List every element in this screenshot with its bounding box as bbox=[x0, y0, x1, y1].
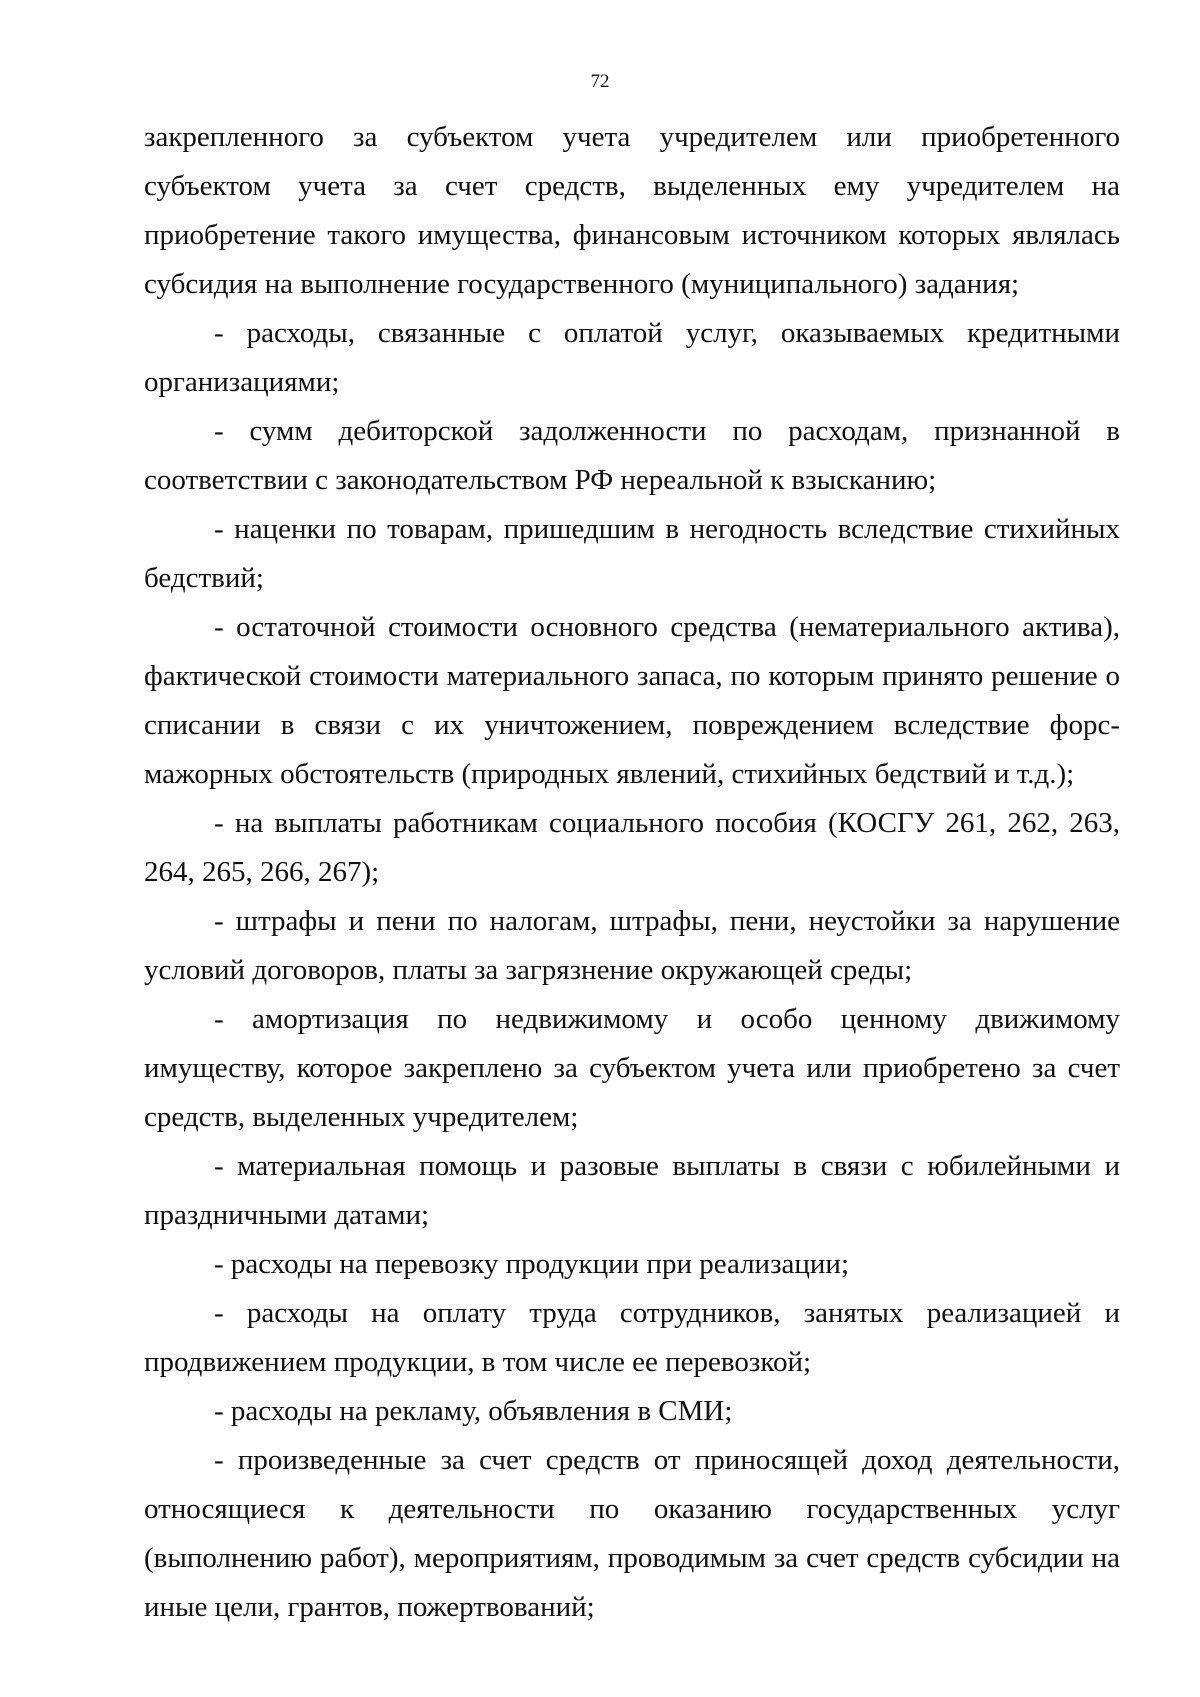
list-item-goods-markup: - наценки по товарам, пришедшим в негодность вследствие стихийных бедствий; bbox=[144, 513, 1120, 594]
document-body bbox=[144, 113, 1120, 1632]
list-item-income-activity: - произведенные за счет средств от приносящей доход деятельности, относящиеся к деятельности по оказанию государственных услуг (выполнению работ), мероприятиям, проводимым за счет средств субсидии на иные цели, грантов, пожертвований; bbox=[144, 1444, 1120, 1623]
list-item-staff-wages: - расходы на оплату труда сотрудников, занятых реализацией и продвижением продукции, в том числе ее перевозкой; bbox=[144, 1297, 1120, 1378]
paragraph-continuation: закрепленного за субъектом учета учредителем или приобретенного субъектом учета за счет средств, выделенных ему учредителем на приобретение такого имущества, финансовым источником которых являлась субсидия на выполнение государственного (муниципального) задания; bbox=[144, 121, 1120, 300]
page-number: 72 bbox=[590, 71, 610, 92]
list-item-transport-costs: - расходы на перевозку продукции при реализации; bbox=[214, 1248, 850, 1280]
list-item-receivables-writeoff: - сумм дебиторской задолженности по расходам, признанной в соответствии с законодательством РФ нереальной к взысканию; bbox=[144, 415, 1120, 496]
list-item-residual-value: - остаточной стоимости основного средства (нематериального актива), фактической стоимости материального запаса, по которым принято решение о списании в связи с их уничтожением, повреждением вследствие форс-мажорных обстоятельств (природных явлений, стихийных бедствий и т.д.); bbox=[144, 611, 1120, 790]
list-item-depreciation: - амортизация по недвижимому и особо ценному движимому имуществу, которое закреплено за субъектом учета или приобретено за счет средств, выделенных учредителем; bbox=[144, 1003, 1120, 1133]
list-item-social-benefits: - на выплаты работникам социального пособия (КОСГУ 261, 262, 263, 264, 265, 266, 267); bbox=[144, 807, 1120, 888]
list-item-credit-org-services: - расходы, связанные с оплатой услуг, оказываемых кредитными организациями; bbox=[144, 317, 1120, 398]
list-item-material-aid: - материальная помощь и разовые выплаты в связи с юбилейными и праздничными датами; bbox=[144, 1150, 1120, 1231]
list-item-fines-penalties: - штрафы и пени по налогам, штрафы, пени, неустойки за нарушение условий договоров, платы за загрязнение окружающей среды; bbox=[144, 905, 1120, 986]
list-item-advertising: - расходы на рекламу, объявления в СМИ; bbox=[214, 1395, 733, 1427]
